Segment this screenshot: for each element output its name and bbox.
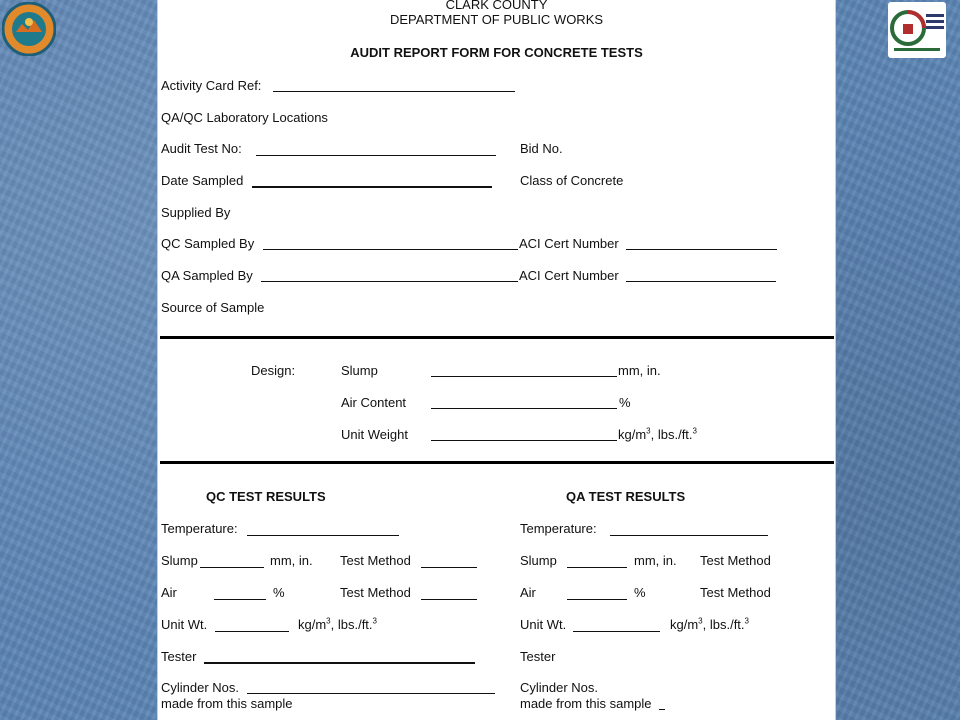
qc-air-label: Air — [161, 585, 177, 600]
design-unit-weight-unit: $kg/m^3$, lbs./ft.$^3$ — [618, 426, 697, 442]
section-divider-2 — [160, 461, 834, 464]
qa-unit-wt-field[interactable] — [573, 631, 660, 632]
qc-tester-label: Tester — [161, 649, 197, 664]
qa-temperature-label: Temperature: — [520, 521, 597, 536]
qc-aci-cert-field[interactable] — [626, 249, 777, 250]
class-of-concrete-label: Class of Concrete — [520, 173, 624, 188]
audit-test-no-field[interactable] — [256, 155, 496, 156]
qc-slump-field[interactable] — [200, 567, 264, 568]
design-label: Design: — [251, 363, 296, 378]
qc-unit-wt-label: Unit Wt. — [161, 617, 208, 632]
design-unit-weight-field[interactable] — [431, 440, 617, 441]
qa-cylinder-nos-label: Cylinder Nos. — [520, 680, 599, 695]
qa-slump-test-method-label: Test Method — [700, 553, 771, 568]
qc-sampled-by-field[interactable] — [263, 249, 518, 250]
qc-unit-wt-field[interactable] — [215, 631, 289, 632]
qa-air-unit: % — [634, 585, 646, 600]
qa-temperature-field[interactable] — [610, 535, 768, 536]
section-divider — [160, 336, 834, 339]
qc-cylinder-nos-field[interactable] — [247, 693, 495, 694]
qa-slump-label: Slump — [520, 553, 557, 568]
qc-air-test-method-label: Test Method — [340, 585, 411, 600]
design-unit-weight-label: Unit Weight — [341, 427, 408, 442]
design-slump-field[interactable] — [431, 376, 617, 377]
qc-air-field[interactable] — [214, 599, 266, 600]
qc-results-title: QC TEST RESULTS — [206, 489, 326, 504]
qa-sampled-by-label: QA Sampled By — [161, 268, 253, 283]
design-air-label: Air Content — [341, 395, 407, 410]
qc-aci-cert-label: ACI Cert Number — [519, 236, 619, 251]
header-county: CLARK COUNTY — [445, 0, 548, 12]
design-air-field[interactable] — [431, 408, 617, 409]
header-department: DEPARTMENT OF PUBLIC WORKS — [389, 12, 604, 27]
qc-temperature-label: Temperature: — [161, 521, 238, 536]
qc-air-test-method-field[interactable] — [421, 599, 477, 600]
qa-made-from-label: made from this sample — [520, 696, 652, 711]
clark-county-seal-logo — [2, 2, 56, 56]
rebuilding-infrastructure-logo — [888, 2, 946, 58]
design-air-unit: % — [619, 395, 631, 410]
qa-sampled-by-field[interactable] — [261, 281, 518, 282]
qa-aci-cert-field[interactable] — [626, 281, 776, 282]
activity-card-field[interactable] — [273, 91, 515, 92]
design-slump-label: Slump — [341, 363, 378, 378]
qc-slump-test-method-label: Test Method — [340, 553, 411, 568]
date-sampled-field[interactable] — [252, 186, 492, 188]
design-slump-unit: mm, in. — [618, 363, 661, 378]
qc-cylinder-nos-label: Cylinder Nos. — [161, 680, 240, 695]
qa-air-test-method-label: Test Method — [700, 585, 771, 600]
qa-tester-label: Tester — [520, 649, 556, 664]
qa-cylinder-nos-field[interactable] — [659, 709, 665, 710]
qc-made-from-label: made from this sample — [161, 696, 293, 711]
qc-unit-wt-unit: $kg/m^3$, lbs./ft.$^3$ — [298, 616, 377, 632]
qa-slump-field[interactable] — [567, 567, 627, 568]
qc-slump-unit: mm, in. — [270, 553, 313, 568]
activity-card-label: Activity Card Ref: — [161, 78, 262, 93]
qc-sampled-by-label: QC Sampled By — [161, 236, 255, 251]
date-sampled-label: Date Sampled — [161, 173, 244, 188]
qc-air-unit: % — [273, 585, 285, 600]
supplied-by-label: Supplied By — [161, 205, 231, 220]
qa-unit-wt-label: Unit Wt. — [520, 617, 567, 632]
qc-tester-field[interactable] — [204, 662, 475, 664]
qa-aci-cert-label: ACI Cert Number — [519, 268, 619, 283]
form-title: AUDIT REPORT FORM FOR CONCRETE TESTS — [350, 45, 643, 60]
qa-air-field[interactable] — [567, 599, 627, 600]
audit-test-no-label: Audit Test No: — [161, 141, 242, 156]
lab-locations-label: QA/QC Laboratory Locations — [161, 110, 328, 125]
qc-slump-test-method-field[interactable] — [421, 567, 477, 568]
qa-air-label: Air — [520, 585, 536, 600]
source-of-sample-label: Source of Sample — [161, 300, 265, 315]
bid-no-label: Bid No. — [520, 141, 563, 156]
qa-unit-wt-unit: $kg/m^3$, lbs./ft.$^3$ — [670, 616, 749, 632]
qa-slump-unit: mm, in. — [634, 553, 677, 568]
qa-results-title: QA TEST RESULTS — [566, 489, 686, 504]
qc-slump-label: Slump — [161, 553, 198, 568]
form-page — [157, 0, 836, 720]
qc-temperature-field[interactable] — [247, 535, 399, 536]
